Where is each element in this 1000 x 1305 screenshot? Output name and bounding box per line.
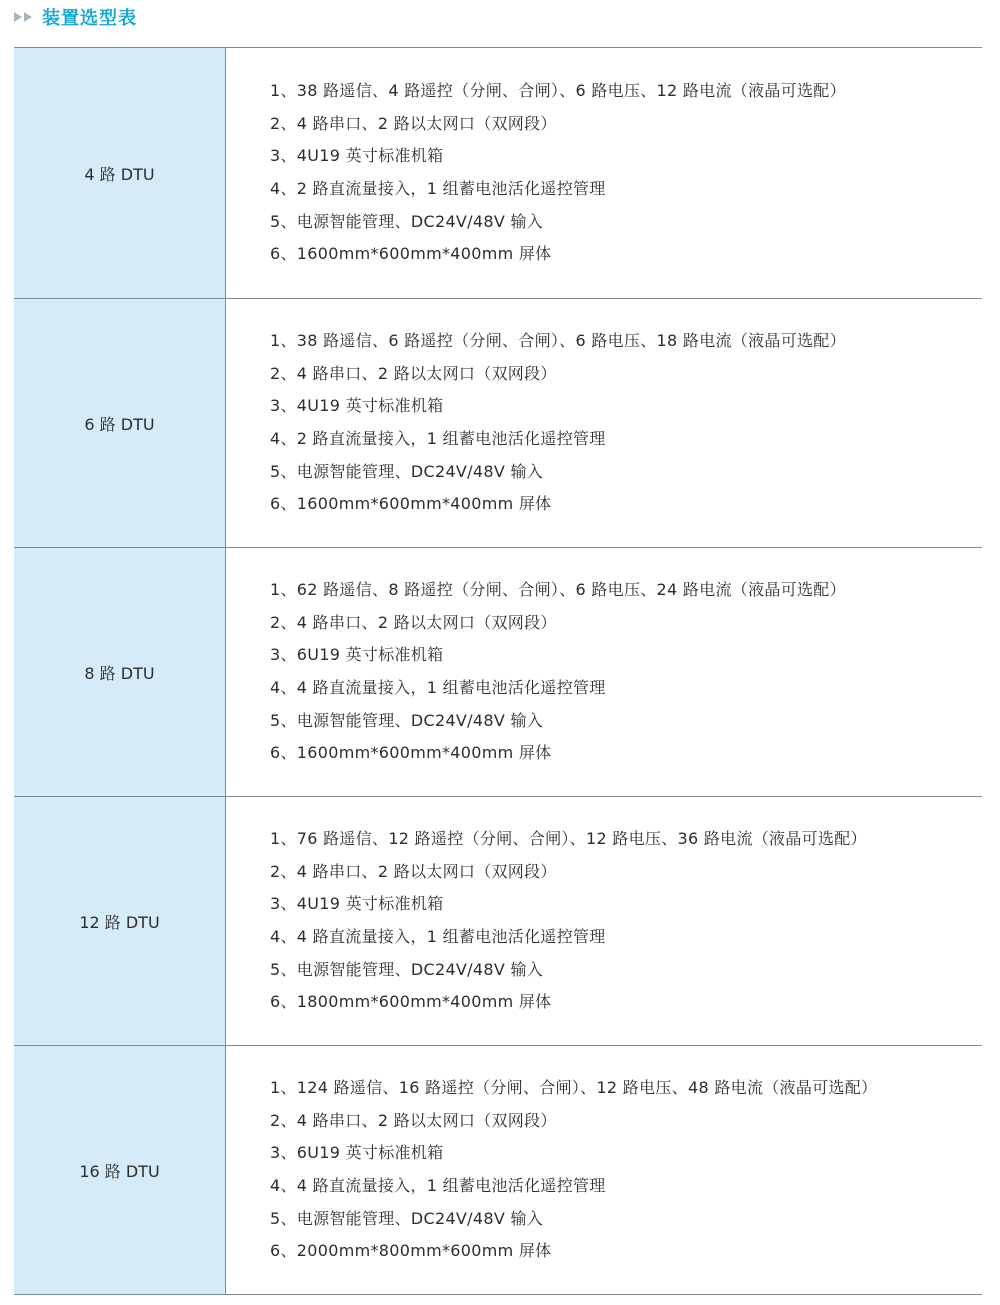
spec-line: 4、4 路直流量接入，1 组蓄电池活化遥控管理 — [270, 927, 606, 946]
spec-line: 3、4U19 英寸标准机箱 — [270, 396, 444, 416]
table-row — [14, 797, 982, 1046]
spec-line: 5、电源智能管理、DC24V/48V 输入 — [270, 461, 544, 481]
spec-line: 1、124 路遥信、16 路遥控（分闸、合闸）、12 路电压、48 路电流（液晶可选配） — [270, 1078, 878, 1098]
spec-line: 2、4 路串口、2 路以太网口（双网段） — [270, 363, 557, 383]
spec-line: 6、1600mm*600mm*400mm 屏体 — [270, 494, 552, 514]
spec-line: 2、4 路串口、2 路以太网口（双网段） — [270, 113, 557, 133]
spec-line: 6、1600mm*600mm*400mm 屏体 — [270, 244, 552, 264]
spec-line: 6、2000mm*800mm*600mm 屏体 — [270, 1241, 552, 1261]
spec-line: 1、38 路遥信、4 路遥控（分闸、合闸）、6 路电压、12 路电流（液晶可选配） — [270, 81, 846, 101]
spec-line: 1、76 路遥信、12 路遥控（分闸、合闸）、12 路电压、36 路电流（液晶可选配） — [270, 829, 867, 849]
spec-line: 3、6U19 英寸标准机箱 — [270, 645, 444, 665]
specs-cell — [226, 1046, 982, 1294]
model-cell: 8 路 DTU — [14, 548, 226, 796]
spec-line: 1、62 路遥信、8 路遥控（分闸、合闸）、6 路电压、24 路电流（液晶可选配） — [270, 580, 846, 600]
spec-line: 4、2 路直流量接入，1 组蓄电池活化遥控管理 — [270, 179, 606, 198]
model-cell: 12 路 DTU — [14, 797, 226, 1045]
model-cell: 6 路 DTU — [14, 299, 226, 547]
spec-line: 5、电源智能管理、DC24V/48V 输入 — [270, 1208, 544, 1228]
spec-line: 3、4U19 英寸标准机箱 — [270, 146, 444, 166]
table-row — [14, 48, 982, 299]
specs-cell — [226, 299, 982, 547]
table-row — [14, 548, 982, 797]
spec-line: 2、4 路串口、2 路以太网口（双网段） — [270, 861, 557, 881]
table-row — [14, 1046, 982, 1295]
spec-line: 2、4 路串口、2 路以太网口（双网段） — [270, 1110, 557, 1130]
specs-cell — [226, 548, 982, 796]
spec-line: 4、4 路直流量接入，1 组蓄电池活化遥控管理 — [270, 678, 606, 697]
spec-line: 5、电源智能管理、DC24V/48V 输入 — [270, 710, 544, 730]
table-row — [14, 299, 982, 548]
section-title: 装置选型表 — [42, 8, 137, 29]
model-cell: 16 路 DTU — [14, 1046, 226, 1294]
specs-cell — [226, 797, 982, 1045]
spec-line: 1、38 路遥信、6 路遥控（分闸、合闸）、6 路电压、18 路电流（液晶可选配） — [270, 331, 846, 351]
specs-cell — [226, 48, 982, 298]
spec-line: 3、6U19 英寸标准机箱 — [270, 1143, 444, 1163]
spec-line: 2、4 路串口、2 路以太网口（双网段） — [270, 612, 557, 632]
spec-line: 3、4U19 英寸标准机箱 — [270, 894, 444, 914]
spec-line: 5、电源智能管理、DC24V/48V 输入 — [270, 959, 544, 979]
spec-line: 4、4 路直流量接入，1 组蓄电池活化遥控管理 — [270, 1176, 606, 1195]
spec-line: 6、1600mm*600mm*400mm 屏体 — [270, 743, 552, 763]
spec-line: 6、1800mm*600mm*400mm 屏体 — [270, 992, 552, 1012]
model-cell: 4 路 DTU — [14, 48, 226, 298]
selection-table — [14, 47, 982, 1295]
section-header — [14, 0, 137, 34]
spec-line: 4、2 路直流量接入，1 组蓄电池活化遥控管理 — [270, 429, 606, 448]
spec-line: 5、电源智能管理、DC24V/48V 输入 — [270, 211, 544, 231]
double-arrow-icon — [14, 12, 34, 22]
